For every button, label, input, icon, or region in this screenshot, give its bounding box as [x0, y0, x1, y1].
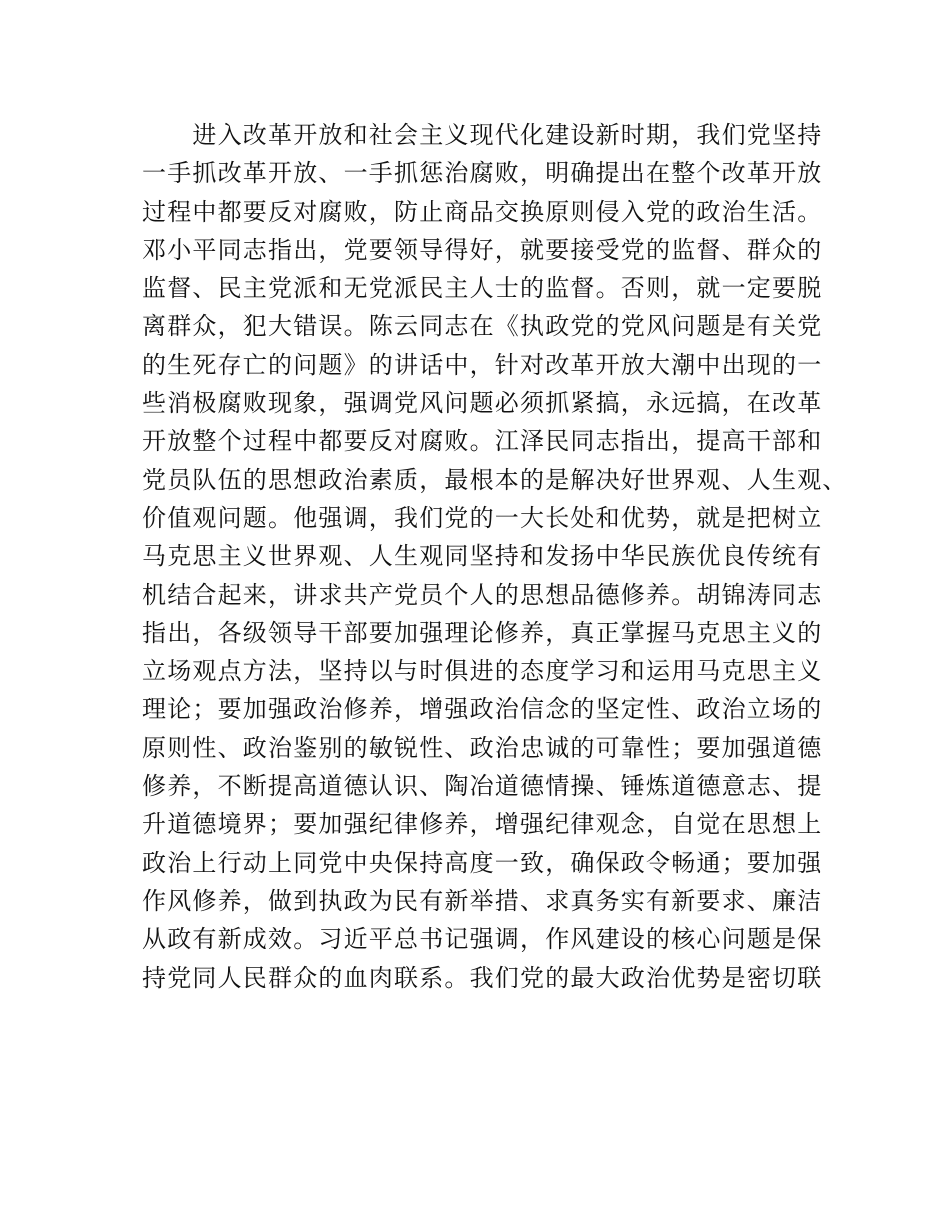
text-line: 党员队伍的思想政治素质，最根本的是解决好世界观、人生观、 [142, 465, 848, 494]
text-line: 立场观点方法，坚持以与时俱进的态度学习和运用马克思主义 [142, 657, 823, 686]
text-line: 修养，不断提高道德认识、陶冶道德情操、锤炼道德意志、提 [142, 772, 823, 801]
text-line: 的生死存亡的问题》的讲话中，针对改革开放大潮中出现的一 [142, 350, 823, 379]
body-paragraph [142, 116, 848, 997]
text-line: 升道德境界；要加强纪律修养，增强纪律观念，自觉在思想上 [142, 810, 823, 839]
text-line: 作风修养，做到执政为民有新举措、求真务实有新要求、廉洁 [142, 886, 823, 915]
text-line: 从政有新成效。习近平总书记强调，作风建设的核心问题是保 [142, 925, 823, 954]
text-line: 机结合起来，讲求共产党员个人的思想品德修养。胡锦涛同志 [142, 580, 823, 609]
text-line: 开放整个过程中都要反对腐败。江泽民同志指出，提高干部和 [142, 427, 823, 456]
text-line: 价值观问题。他强调，我们党的一大长处和优势，就是把树立 [142, 503, 823, 532]
text-line: 马克思主义世界观、人生观同坚持和发扬中华民族优良传统有 [142, 542, 823, 571]
text-line: 指出，各级领导干部要加强理论修养，真正掌握马克思主义的 [142, 618, 823, 647]
text-line: 过程中都要反对腐败，防止商品交换原则侵入党的政治生活。 [142, 197, 823, 226]
text-line: 一手抓改革开放、一手抓惩治腐败，明确提出在整个改革开放 [142, 159, 823, 188]
text-line: 邓小平同志指出，党要领导得好，就要接受党的监督、群众的 [142, 235, 823, 264]
text-line: 政治上行动上同党中央保持高度一致，确保政令畅通；要加强 [142, 848, 823, 877]
text-line: 进入改革开放和社会主义现代化建设新时期，我们党坚持 [142, 121, 823, 149]
text-line: 些消极腐败现象，强调党风问题必须抓紧搞，永远搞，在改革 [142, 389, 823, 418]
text-line: 原则性、政治鉴别的敏锐性、政治忠诚的可靠性；要加强道德 [142, 733, 823, 762]
text-line: 离群众，犯大错误。陈云同志在《执政党的党风问题是有关党 [142, 312, 823, 341]
text-line: 持党同人民群众的血肉联系。我们党的最大政治优势是密切联 [142, 963, 823, 992]
text-line: 监督、民主党派和无党派民主人士的监督。否则，就一定要脱 [142, 274, 823, 303]
text-line: 理论；要加强政治修养，增强政治信念的坚定性、政治立场的 [142, 695, 823, 724]
